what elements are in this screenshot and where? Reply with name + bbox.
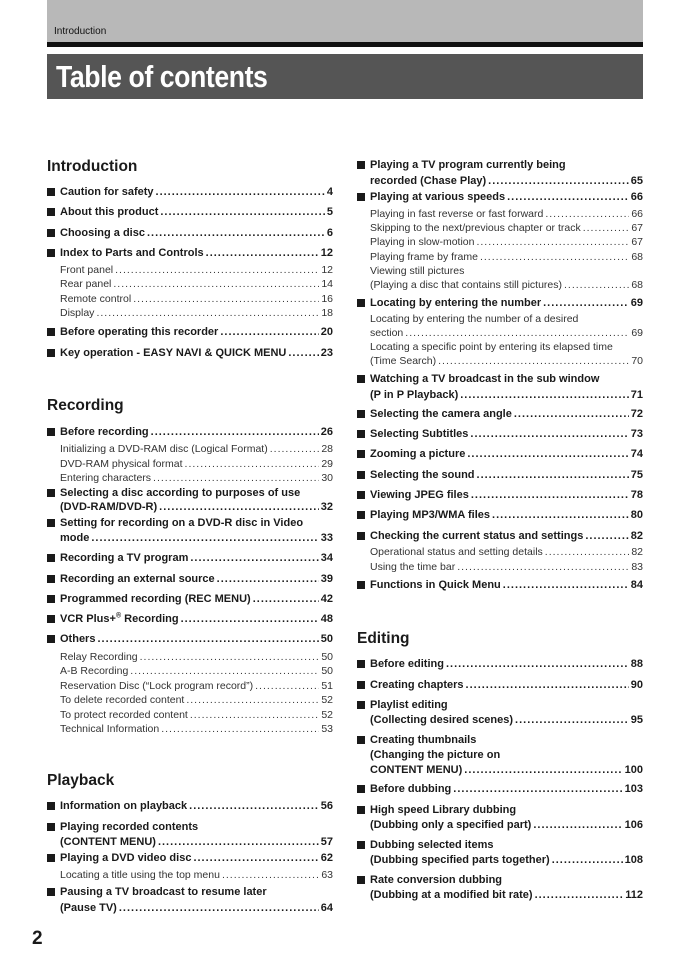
bullet-square-icon [357, 161, 365, 169]
bullet-square-icon [47, 489, 55, 497]
toc-subentry-ab-recording[interactable]: A-B Recording ..... 50 [60, 664, 333, 678]
toc-entry-rate-conversion-line2[interactable]: (Dubbing at a modified bit rate) ..... 112 [370, 888, 643, 902]
toc-entry-high-speed-line1[interactable]: High speed Library dubbing [370, 804, 517, 816]
toc-subentry-time-search-line2[interactable]: (Time Search) ..... 70 [370, 354, 643, 368]
bullet-square-icon [47, 519, 55, 527]
toc-subentry-technical-info[interactable]: Technical Information ..... 53 [60, 722, 333, 736]
toc-entry-others[interactable]: Others ..... 50 [60, 632, 333, 646]
toc-entry-before-editing[interactable]: Before editing ..... 88 [370, 657, 643, 671]
toc-subentry-frame-by-frame[interactable]: Playing frame by frame ..... 68 [370, 250, 643, 264]
toc-entry-pause-tv-line2[interactable]: (Pause TV) ..... 64 [60, 901, 333, 915]
toc-entry-selecting-sound[interactable]: Selecting the sound ..... 75 [370, 468, 643, 482]
toc-entry-recording-external[interactable]: Recording an external source ..... 39 [60, 572, 333, 586]
bullet-square-icon [47, 595, 55, 603]
toc-entry-selecting-disc-line2[interactable]: (DVD-RAM/DVD-R) ..... 32 [60, 500, 333, 514]
toc-entry-chase-play-line2[interactable]: recorded (Chase Play) ..... 65 [370, 174, 643, 188]
toc-entry-key-operation[interactable]: Key operation - EASY NAVI & QUICK MENU ..... 23 [60, 346, 333, 360]
bullet-square-icon [47, 554, 55, 562]
toc-entry-index-parts[interactable]: Index to Parts and Controls ..... 12 [60, 246, 333, 260]
bullet-square-icon [357, 193, 365, 201]
toc-subentry-time-search-line1[interactable]: Locating a specific point by entering its elapsed time [370, 341, 613, 353]
toc-subentry-fast-reverse[interactable]: Playing in fast reverse or fast forward ..... 66 [370, 207, 643, 221]
bullet-square-icon [47, 802, 55, 810]
toc-entry-sub-window-line1[interactable]: Watching a TV broadcast in the sub window [370, 373, 600, 385]
toc-entry-quick-menu[interactable]: Functions in Quick Menu ..... 84 [370, 578, 643, 592]
toc-entry-various-speeds[interactable]: Playing at various speeds ..... 66 [370, 190, 643, 204]
toc-entry-playlist-editing-line2[interactable]: (Collecting desired scenes) ..... 95 [370, 713, 643, 727]
toc-subentry-slow-motion[interactable]: Playing in slow-motion ..... 67 [370, 235, 643, 249]
section-label: Introduction [54, 26, 107, 37]
toc-entry-checking-status[interactable]: Checking the current status and settings ..... 82 [370, 529, 643, 543]
toc-entry-programmed-recording[interactable]: Programmed recording (REC MENU) ..... 42 [60, 592, 333, 606]
toc-entry-zooming[interactable]: Zooming a picture ..... 74 [370, 447, 643, 461]
toc-entry-sub-window-line2[interactable]: (P in P Playback) ..... 71 [370, 388, 643, 402]
page-number: 2 [32, 928, 43, 949]
bullet-square-icon [47, 854, 55, 862]
toc-entry-before-operating[interactable]: Before operating this recorder ..... 20 [60, 325, 333, 339]
section-heading-editing: Editing [357, 630, 410, 647]
bullet-square-icon [47, 823, 55, 831]
toc-subentry-rear-panel[interactable]: Rear panel ..... 14 [60, 277, 333, 291]
toc-subentry-display[interactable]: Display ..... 18 [60, 306, 333, 320]
bullet-square-icon [357, 299, 365, 307]
toc-entry-locating-number[interactable]: Locating by entering the number ..... 69 [370, 296, 643, 310]
toc-subentry-desired-section-line1[interactable]: Locating by entering the number of a desired [370, 313, 579, 325]
toc-subentry-protect-content[interactable]: To protect recorded content ..... 52 [60, 708, 333, 722]
bullet-square-icon [47, 888, 55, 896]
toc-entry-jpeg-files[interactable]: Viewing JPEG files ..... 78 [370, 488, 643, 502]
bullet-square-icon [47, 208, 55, 216]
bullet-square-icon [357, 375, 365, 383]
bullet-square-icon [47, 249, 55, 257]
toc-entry-camera-angle[interactable]: Selecting the camera angle ..... 72 [370, 407, 643, 421]
toc-entry-chase-play-line1[interactable]: Playing a TV program currently being [370, 159, 566, 171]
toc-subentry-initializing[interactable]: Initializing a DVD-RAM disc (Logical Format) ..... 28 [60, 442, 333, 456]
toc-subentry-front-panel[interactable]: Front panel ..... 12 [60, 263, 333, 277]
header-band [47, 0, 643, 42]
bullet-square-icon [357, 660, 365, 668]
bullet-square-icon [47, 428, 55, 436]
toc-entry-before-dubbing[interactable]: Before dubbing ..... 103 [370, 782, 643, 796]
bullet-square-icon [357, 736, 365, 744]
section-heading-recording: Recording [47, 397, 124, 414]
toc-entry-subtitles[interactable]: Selecting Subtitles ..... 73 [370, 427, 643, 441]
bullet-square-icon [47, 575, 55, 583]
bullet-square-icon [357, 410, 365, 418]
bullet-square-icon [357, 450, 365, 458]
bullet-square-icon [47, 229, 55, 237]
toc-entry-playing-dvd[interactable]: Playing a DVD video disc ..... 62 [60, 851, 333, 865]
toc-entry-setting-dvdr-line1[interactable]: Setting for recording on a DVD-R disc in Video [60, 517, 304, 529]
header-rule [47, 42, 643, 47]
toc-entry-setting-dvdr-line2[interactable]: mode ..... 33 [60, 531, 333, 545]
toc-entry-caution[interactable]: Caution for safety ..... 4 [60, 185, 333, 199]
bullet-square-icon [357, 471, 365, 479]
toc-entry-playlist-editing-line1[interactable]: Playlist editing [370, 699, 448, 711]
bullet-square-icon [357, 491, 365, 499]
toc-entry-thumbnails-line2[interactable]: (Changing the picture on [370, 749, 501, 761]
bullet-square-icon [47, 188, 55, 196]
bullet-square-icon [357, 876, 365, 884]
bullet-square-icon [357, 532, 365, 540]
toc-subentry-entering-characters[interactable]: Entering characters ..... 30 [60, 471, 333, 485]
toc-subentry-still-pictures-line1[interactable]: Viewing still pictures [370, 265, 465, 277]
toc-entry-thumbnails-line3[interactable]: CONTENT MENU) ..... 100 [370, 763, 643, 777]
toc-entry-pause-tv-line1[interactable]: Pausing a TV broadcast to resume later [60, 886, 267, 898]
bullet-square-icon [357, 430, 365, 438]
bullet-square-icon [47, 615, 55, 623]
bullet-square-icon [357, 681, 365, 689]
toc-entry-dubbing-selected-line1[interactable]: Dubbing selected items [370, 839, 494, 851]
toc-subentry-relay-recording[interactable]: Relay Recording ..... 50 [60, 650, 333, 664]
bullet-square-icon [47, 328, 55, 336]
toc-subentry-delete-content[interactable]: To delete recorded content ..... 52 [60, 693, 333, 707]
toc-entry-choosing-disc[interactable]: Choosing a disc ..... 6 [60, 226, 333, 240]
bullet-square-icon [47, 635, 55, 643]
toc-entry-creating-chapters[interactable]: Creating chapters ..... 90 [370, 678, 643, 692]
toc-subentry-reservation-disc[interactable]: Reservation Disc (“Lock program record”) ..... 51 [60, 679, 333, 693]
toc-subentry-operational-status[interactable]: Operational status and setting details ..... 82 [370, 545, 643, 559]
toc-entry-about-product[interactable]: About this product ..... 5 [60, 205, 333, 219]
page-title: Table of contents [56, 59, 268, 94]
toc-entry-dubbing-selected-line2[interactable]: (Dubbing specified parts together) ..... 108 [370, 853, 643, 867]
toc-subentry-locating-title[interactable]: Locating a title using the top menu ..... 63 [60, 868, 333, 882]
bullet-square-icon [357, 806, 365, 814]
toc-subentry-still-pictures-line2[interactable]: (Playing a disc that contains still pictures) ..... 68 [370, 278, 643, 292]
toc-subentry-time-bar[interactable]: Using the time bar ..... 83 [370, 560, 643, 574]
bullet-square-icon [357, 581, 365, 589]
toc-entry-thumbnails-line1[interactable]: Creating thumbnails [370, 734, 477, 746]
toc-entry-playing-recorded-line2[interactable]: (CONTENT MENU) ..... 57 [60, 835, 333, 849]
toc-subentry-remote-control[interactable]: Remote control ..... 16 [60, 292, 333, 306]
toc-entry-before-recording[interactable]: Before recording ..... 26 [60, 425, 333, 439]
bullet-square-icon [357, 785, 365, 793]
toc-entry-mp3-wma[interactable]: Playing MP3/WMA files ..... 80 [370, 508, 643, 522]
toc-entry-rate-conversion-line1[interactable]: Rate conversion dubbing [370, 874, 503, 886]
bullet-square-icon [47, 349, 55, 357]
toc-entry-selecting-disc-line1[interactable]: Selecting a disc according to purposes of use [60, 487, 301, 499]
bullet-square-icon [357, 701, 365, 709]
toc-entry-vcr-plus[interactable]: VCR Plus+® Recording ..... 48 [60, 612, 333, 626]
toc-subentry-desired-section-line2[interactable]: section ..... 69 [370, 326, 643, 340]
bullet-square-icon [357, 511, 365, 519]
toc-entry-high-speed-line2[interactable]: (Dubbing only a specified part) ..... 106 [370, 818, 643, 832]
toc-subentry-skipping[interactable]: Skipping to the next/previous chapter or track ..... 67 [370, 221, 643, 235]
bullet-square-icon [357, 841, 365, 849]
section-heading-introduction: Introduction [47, 158, 138, 175]
toc-entry-playing-recorded-line1[interactable]: Playing recorded contents [60, 821, 199, 833]
toc-subentry-physical-format[interactable]: DVD-RAM physical format ..... 29 [60, 457, 333, 471]
toc-entry-recording-tv[interactable]: Recording a TV program ..... 34 [60, 551, 333, 565]
section-heading-playback: Playback [47, 772, 115, 789]
toc-entry-info-playback[interactable]: Information on playback ..... 56 [60, 799, 333, 813]
